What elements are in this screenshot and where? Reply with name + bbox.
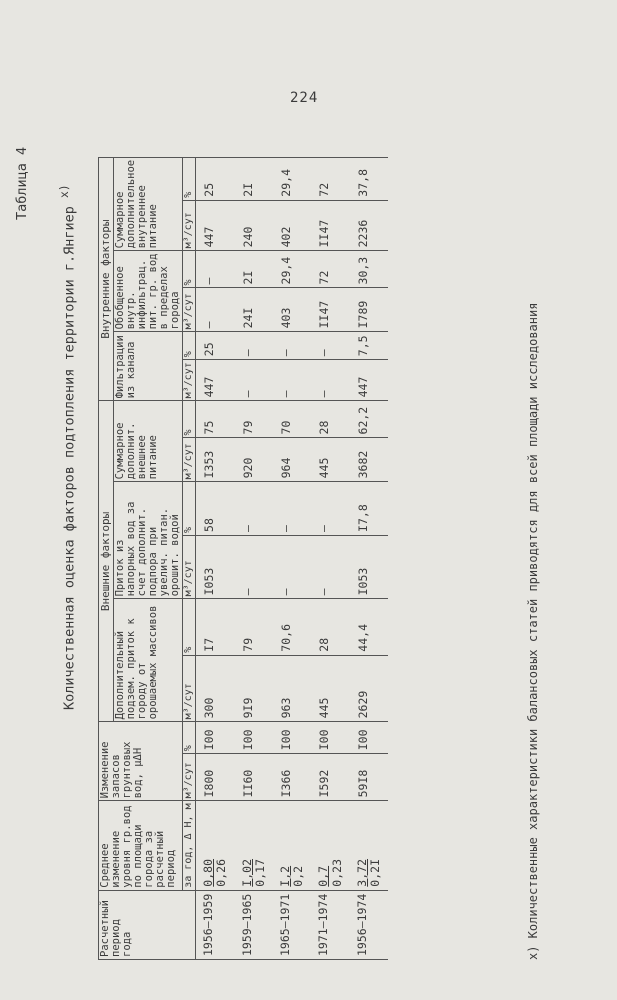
table-row xyxy=(350,157,388,959)
cell-reserve-pct: I00 xyxy=(196,722,235,754)
table-row xyxy=(311,157,349,959)
cell-other-pct: 2I xyxy=(235,251,273,288)
cell-level xyxy=(350,801,388,890)
cell-int-pct: 72 xyxy=(311,157,349,200)
cell-irr-pct: 79 xyxy=(235,599,273,655)
cell-level-total: 0,80 xyxy=(201,858,216,887)
cell-reserve: II60 xyxy=(235,754,273,801)
cell-int-pct: 29,4 xyxy=(273,157,311,200)
cell-reserve: I592 xyxy=(311,754,349,801)
u-pct: % xyxy=(182,401,196,438)
h-level-unit: за год, Δ H, м xyxy=(182,801,196,890)
footnote: x) Количественные характеристики балансовых статей приводятся для всей площади исследования xyxy=(526,302,540,960)
cell-canal-pct: – xyxy=(273,332,311,360)
cell-reserve: I800 xyxy=(196,754,235,801)
cell-ext: 3682 xyxy=(350,438,388,482)
cell-ext: 920 xyxy=(235,438,273,482)
h-ext-total: Суммарное дополнит. внешнее питание xyxy=(113,401,182,482)
cell-other-pct: – xyxy=(196,251,235,288)
cell-other: II47 xyxy=(311,288,349,332)
h-int-total: Суммарное дополнительное внутреннее питание xyxy=(113,157,182,251)
table-body xyxy=(196,157,389,959)
cell-press: – xyxy=(311,535,349,598)
cell-ext: 445 xyxy=(311,438,349,482)
cell-canal: – xyxy=(235,360,273,401)
cell-canal: – xyxy=(311,360,349,401)
cell-level xyxy=(273,801,311,890)
cell-level xyxy=(196,801,235,890)
h-internal-group: Внутренние факторы xyxy=(99,157,114,401)
cell-press: I053 xyxy=(196,535,235,598)
u-pct: % xyxy=(182,722,196,754)
cell-irr: 445 xyxy=(311,655,349,722)
cell-canal-pct: – xyxy=(235,332,273,360)
rotated-page xyxy=(14,80,598,960)
cell-irr: 300 xyxy=(196,655,235,722)
cell-reserve: I366 xyxy=(273,754,311,801)
cell-level xyxy=(235,801,273,890)
cell-ext-pct: 62,2 xyxy=(350,401,388,438)
cell-reserve-pct: I00 xyxy=(350,722,388,754)
h-reserve-change: Изменение запасов грунтовых вод, μΔH xyxy=(99,722,183,801)
cell-int-pct: 37,8 xyxy=(350,157,388,200)
cell-other-pct: 30,3 xyxy=(350,251,388,288)
u-m3: м³/сут xyxy=(182,754,196,801)
cell-irr: 9I9 xyxy=(235,655,273,722)
cell-level-total: I,02 xyxy=(239,858,254,887)
u-pct: % xyxy=(182,251,196,288)
cell-reserve-pct: I00 xyxy=(311,722,349,754)
table-title xyxy=(58,184,78,710)
h-period: Расчетный период года xyxy=(99,890,196,959)
factor-table xyxy=(98,157,388,960)
cell-irr: 2629 xyxy=(350,655,388,722)
u-m3: м³/сут xyxy=(182,200,196,251)
table-row xyxy=(273,157,311,959)
u-m3: м³/сут xyxy=(182,655,196,722)
cell-level-total: 3,72 xyxy=(354,858,369,887)
cell-other: – xyxy=(196,288,235,332)
cell-press-pct: – xyxy=(235,482,273,536)
table-row xyxy=(235,157,273,959)
cell-level-total: I,2 xyxy=(278,865,293,887)
cell-press-pct: 58 xyxy=(196,482,235,536)
cell-int: 240 xyxy=(235,200,273,251)
cell-press-pct: I7,8 xyxy=(350,482,388,536)
cell-level-annual: 0,17 xyxy=(252,858,267,887)
u-m3: м³/сут xyxy=(182,438,196,482)
cell-canal: – xyxy=(273,360,311,401)
cell-other: 24I xyxy=(235,288,273,332)
cell-other: I789 xyxy=(350,288,388,332)
cell-irr-pct: I7 xyxy=(196,599,235,655)
cell-other-pct: 29,4 xyxy=(273,251,311,288)
cell-level-annual: 0,2 xyxy=(291,865,306,887)
cell-ext-pct: 70 xyxy=(273,401,311,438)
h-canal: Фильтрации из канала xyxy=(113,332,182,401)
cell-press-pct: – xyxy=(273,482,311,536)
cell-canal: 447 xyxy=(196,360,235,401)
cell-int: 402 xyxy=(273,200,311,251)
cell-period: 1959–1965 xyxy=(235,890,273,959)
cell-int: 447 xyxy=(196,200,235,251)
cell-ext-pct: 28 xyxy=(311,401,349,438)
h-external-group: Внешние факторы xyxy=(99,401,114,722)
cell-press: – xyxy=(235,535,273,598)
cell-reserve: 59I8 xyxy=(350,754,388,801)
u-m3: м³/сут xyxy=(182,360,196,401)
cell-ext-pct: 79 xyxy=(235,401,273,438)
cell-period: 1956–1959 xyxy=(196,890,235,959)
h-internal-other: Обобщенное внутр. инфильтрац. пит. гр. вод в пределах города xyxy=(113,251,182,332)
cell-level-annual: 0,23 xyxy=(329,858,344,887)
cell-irr-pct: 70,6 xyxy=(273,599,311,655)
cell-ext: I353 xyxy=(196,438,235,482)
cell-canal: 447 xyxy=(350,360,388,401)
cell-ext-pct: 75 xyxy=(196,401,235,438)
cell-other-pct: 72 xyxy=(311,251,349,288)
cell-period: 1971–1974 xyxy=(311,890,349,959)
h-pressure: Приток из напорных вод за счет дополнит. подпора при увелич. питан. орошит. водой xyxy=(113,482,182,599)
cell-other: 403 xyxy=(273,288,311,332)
cell-level-annual: 0,2I xyxy=(368,858,383,887)
cell-int-pct: 25 xyxy=(196,157,235,200)
cell-int-pct: 2I xyxy=(235,157,273,200)
title-mark: x) xyxy=(58,184,71,198)
cell-press: – xyxy=(273,535,311,598)
cell-canal-pct: 7,5 xyxy=(350,332,388,360)
u-pct: % xyxy=(182,599,196,655)
cell-press-pct: – xyxy=(311,482,349,536)
cell-irr: 963 xyxy=(273,655,311,722)
u-pct: % xyxy=(182,332,196,360)
cell-level-annual: 0,26 xyxy=(214,858,229,887)
u-m3: м³/сут xyxy=(182,535,196,598)
cell-canal-pct: – xyxy=(311,332,349,360)
cell-level-total: 0,7 xyxy=(316,865,331,887)
u-m3: м³/сут xyxy=(182,288,196,332)
h-level-change: Среднее изменение уровня гр.вод по площади города за расчетный период xyxy=(99,801,183,890)
cell-reserve-pct: I00 xyxy=(273,722,311,754)
cell-canal-pct: 25 xyxy=(196,332,235,360)
cell-press: I053 xyxy=(350,535,388,598)
u-pct: % xyxy=(182,157,196,200)
table-label: Таблица 4 xyxy=(14,146,30,220)
cell-int: 2236 xyxy=(350,200,388,251)
cell-reserve-pct: I00 xyxy=(235,722,273,754)
h-irrigation: Дополнительный подзем. приток к городу от орошаемых массивов xyxy=(113,599,182,722)
title-text: Количественная оценка факторов подтопления территории г.Янгиер xyxy=(61,206,78,710)
table-row xyxy=(196,157,235,959)
cell-irr-pct: 28 xyxy=(311,599,349,655)
cell-level xyxy=(311,801,349,890)
u-pct: % xyxy=(182,482,196,536)
cell-period: 1956–1974 xyxy=(350,890,388,959)
cell-ext: 964 xyxy=(273,438,311,482)
page-number: 224 xyxy=(290,90,319,106)
cell-int: II47 xyxy=(311,200,349,251)
cell-irr-pct: 44,4 xyxy=(350,599,388,655)
cell-period: 1965–1971 xyxy=(273,890,311,959)
